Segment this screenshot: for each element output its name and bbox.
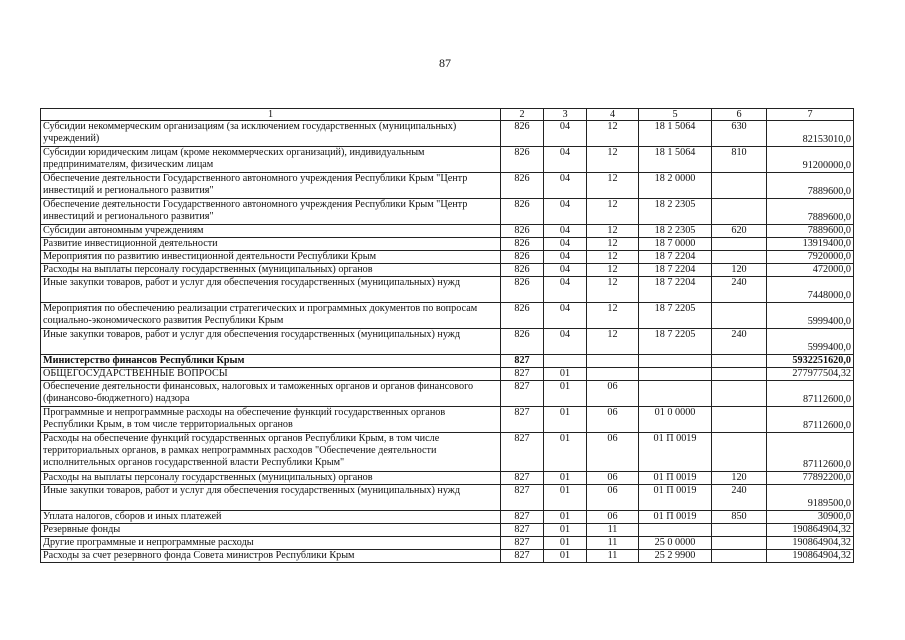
- header-cell: 4: [587, 109, 639, 121]
- amount-cell: 7920000,0: [767, 251, 854, 264]
- code-cell-3: 01: [544, 511, 587, 524]
- table-row: [41, 355, 854, 368]
- code-cell-6: [712, 368, 767, 381]
- code-cell-2: 826: [501, 199, 544, 225]
- header-cell: 1: [41, 109, 501, 121]
- amount-cell: 77892200,0: [767, 472, 854, 485]
- code-cell-5: 01 П 0019: [639, 472, 712, 485]
- code-cell-5: 18 7 2204: [639, 251, 712, 264]
- table-row: [41, 368, 854, 381]
- code-cell-2: 826: [501, 264, 544, 277]
- code-cell-4: 06: [587, 407, 639, 433]
- code-cell-4: 11: [587, 550, 639, 563]
- code-cell-5: [639, 381, 712, 407]
- code-cell-3: 04: [544, 277, 587, 303]
- code-cell-5: 18 1 5064: [639, 147, 712, 173]
- code-cell-2: 827: [501, 485, 544, 511]
- code-cell-4: 12: [587, 277, 639, 303]
- amount-cell: 190864904,32: [767, 537, 854, 550]
- code-cell-5: 25 2 9900: [639, 550, 712, 563]
- code-cell-2: 826: [501, 329, 544, 355]
- amount-cell: 9189500,0: [767, 485, 854, 511]
- code-cell-2: 827: [501, 433, 544, 472]
- row-name-cell: Резервные фонды: [41, 524, 501, 537]
- table-row: [41, 472, 854, 485]
- row-name-cell: Иные закупки товаров, работ и услуг для обеспечения государственных (муниципальных) нужд: [41, 485, 501, 511]
- code-cell-5: 18 2 0000: [639, 173, 712, 199]
- code-cell-5: 01 П 0019: [639, 511, 712, 524]
- code-cell-4: 12: [587, 303, 639, 329]
- table-row: [41, 407, 854, 433]
- amount-cell: 7448000,0: [767, 277, 854, 303]
- code-cell-3: 01: [544, 368, 587, 381]
- row-name-cell: Субсидии юридическим лицам (кроме некоммерческих организаций), индивидуальным предпринимателям, физическим лицам: [41, 147, 501, 173]
- code-cell-5: 18 7 2204: [639, 277, 712, 303]
- code-cell-4: 11: [587, 537, 639, 550]
- code-cell-6: [712, 524, 767, 537]
- code-cell-3: 04: [544, 147, 587, 173]
- table-row: [41, 303, 854, 329]
- table-row: [41, 550, 854, 563]
- code-cell-6: 620: [712, 225, 767, 238]
- code-cell-4: 12: [587, 251, 639, 264]
- row-name-cell: Уплата налогов, сборов и иных платежей: [41, 511, 501, 524]
- code-cell-2: 827: [501, 368, 544, 381]
- code-cell-4: 11: [587, 524, 639, 537]
- table-row: [41, 173, 854, 199]
- code-cell-5: [639, 524, 712, 537]
- table-row: [41, 524, 854, 537]
- code-cell-2: 827: [501, 407, 544, 433]
- amount-cell: 82153010,0: [767, 121, 854, 147]
- code-cell-6: 240: [712, 329, 767, 355]
- table-row: [41, 264, 854, 277]
- row-name-cell: Расходы на выплаты персоналу государственных (муниципальных) органов: [41, 264, 501, 277]
- code-cell-2: 827: [501, 381, 544, 407]
- table-row: [41, 511, 854, 524]
- code-cell-5: 25 0 0000: [639, 537, 712, 550]
- amount-cell: 5932251620,0: [767, 355, 854, 368]
- table-row: [41, 147, 854, 173]
- header-cell: 3: [544, 109, 587, 121]
- code-cell-2: 827: [501, 472, 544, 485]
- table-row: [41, 238, 854, 251]
- code-cell-6: [712, 199, 767, 225]
- code-cell-6: 850: [712, 511, 767, 524]
- amount-cell: 7889600,0: [767, 199, 854, 225]
- code-cell-3: 04: [544, 264, 587, 277]
- code-cell-2: 827: [501, 524, 544, 537]
- amount-cell: 5999400,0: [767, 329, 854, 355]
- code-cell-3: 04: [544, 303, 587, 329]
- code-cell-6: [712, 251, 767, 264]
- code-cell-3: 01: [544, 433, 587, 472]
- row-name-cell: Расходы за счет резервного фонда Совета министров Республики Крым: [41, 550, 501, 563]
- code-cell-2: 826: [501, 277, 544, 303]
- row-name-cell: Мероприятия по обеспечению реализации стратегических и программных документов по вопросам социально-экономического развития Республики Крым: [41, 303, 501, 329]
- amount-cell: 30900,0: [767, 511, 854, 524]
- table-row: [41, 485, 854, 511]
- code-cell-3: 01: [544, 524, 587, 537]
- code-cell-5: 18 7 2204: [639, 264, 712, 277]
- code-cell-3: 01: [544, 381, 587, 407]
- header-cell: 7: [767, 109, 854, 121]
- table-row: [41, 329, 854, 355]
- code-cell-3: 01: [544, 550, 587, 563]
- table-row: [41, 433, 854, 472]
- page-number: 87: [439, 56, 451, 70]
- code-cell-3: 04: [544, 251, 587, 264]
- code-cell-5: 01 0 0000: [639, 407, 712, 433]
- header-cell: 5: [639, 109, 712, 121]
- row-name-cell: Обеспечение деятельности финансовых, налоговых и таможенных органов и органов финансового (финансово-бюджетного) надзора: [41, 381, 501, 407]
- code-cell-3: 04: [544, 173, 587, 199]
- table-row: [41, 121, 854, 147]
- code-cell-2: 827: [501, 511, 544, 524]
- amount-cell: 87112600,0: [767, 433, 854, 472]
- code-cell-5: 01 П 0019: [639, 433, 712, 472]
- code-cell-3: 01: [544, 485, 587, 511]
- amount-cell: 277977504,32: [767, 368, 854, 381]
- table-row: [41, 537, 854, 550]
- code-cell-4: 06: [587, 472, 639, 485]
- code-cell-3: 04: [544, 329, 587, 355]
- amount-cell: 91200000,0: [767, 147, 854, 173]
- code-cell-2: 826: [501, 121, 544, 147]
- table-row: [41, 199, 854, 225]
- code-cell-3: 01: [544, 472, 587, 485]
- amount-cell: 472000,0: [767, 264, 854, 277]
- code-cell-3: 04: [544, 121, 587, 147]
- row-name-cell: Субсидии автономным учреждениям: [41, 225, 501, 238]
- table-row: [41, 381, 854, 407]
- code-cell-3: [544, 355, 587, 368]
- code-cell-2: 826: [501, 173, 544, 199]
- code-cell-5: 18 1 5064: [639, 121, 712, 147]
- code-cell-5: 18 7 2205: [639, 303, 712, 329]
- row-name-cell: Другие программные и непрограммные расходы: [41, 537, 501, 550]
- code-cell-3: 01: [544, 407, 587, 433]
- code-cell-5: 18 2 2305: [639, 199, 712, 225]
- code-cell-4: 12: [587, 121, 639, 147]
- code-cell-6: [712, 550, 767, 563]
- code-cell-6: 810: [712, 147, 767, 173]
- code-cell-2: 826: [501, 251, 544, 264]
- row-name-cell: Иные закупки товаров, работ и услуг для обеспечения государственных (муниципальных) нужд: [41, 277, 501, 303]
- code-cell-5: 01 П 0019: [639, 485, 712, 511]
- amount-cell: 87112600,0: [767, 381, 854, 407]
- amount-cell: 13919400,0: [767, 238, 854, 251]
- code-cell-6: 630: [712, 121, 767, 147]
- code-cell-4: 06: [587, 485, 639, 511]
- amount-cell: 7889600,0: [767, 225, 854, 238]
- code-cell-6: 240: [712, 485, 767, 511]
- row-name-cell: ОБЩЕГОСУДАРСТВЕННЫЕ ВОПРОСЫ: [41, 368, 501, 381]
- code-cell-4: 06: [587, 381, 639, 407]
- code-cell-2: 827: [501, 355, 544, 368]
- code-cell-3: 01: [544, 537, 587, 550]
- code-cell-4: 12: [587, 199, 639, 225]
- code-cell-2: 827: [501, 537, 544, 550]
- code-cell-4: 12: [587, 225, 639, 238]
- row-name-cell: Развитие инвестиционной деятельности: [41, 238, 501, 251]
- code-cell-6: [712, 407, 767, 433]
- code-cell-2: 827: [501, 550, 544, 563]
- code-cell-4: 12: [587, 173, 639, 199]
- amount-cell: 7889600,0: [767, 173, 854, 199]
- code-cell-6: [712, 381, 767, 407]
- row-name-cell: Мероприятия по развитию инвестиционной деятельности Республики Крым: [41, 251, 501, 264]
- code-cell-3: 04: [544, 225, 587, 238]
- row-name-cell: Обеспечение деятельности Государственного автономного учреждения Республики Крым "Центр инвестиций и регионального развития": [41, 173, 501, 199]
- code-cell-2: 826: [501, 303, 544, 329]
- amount-cell: 5999400,0: [767, 303, 854, 329]
- code-cell-5: 18 7 0000: [639, 238, 712, 251]
- code-cell-2: 826: [501, 225, 544, 238]
- table-row: [41, 277, 854, 303]
- code-cell-3: 04: [544, 238, 587, 251]
- code-cell-5: [639, 368, 712, 381]
- code-cell-5: 18 7 2205: [639, 329, 712, 355]
- code-cell-4: 12: [587, 329, 639, 355]
- budget-table: [40, 108, 854, 563]
- code-cell-4: 12: [587, 238, 639, 251]
- row-name-cell: Расходы на выплаты персоналу государственных (муниципальных) органов: [41, 472, 501, 485]
- amount-cell: 190864904,32: [767, 550, 854, 563]
- table-header-row: [41, 109, 854, 121]
- row-name-cell: Субсидии некоммерческим организациям (за исключением государственных (муниципальных) учреждений): [41, 121, 501, 147]
- code-cell-6: [712, 355, 767, 368]
- code-cell-6: [712, 238, 767, 251]
- code-cell-4: 06: [587, 433, 639, 472]
- header-cell: 2: [501, 109, 544, 121]
- code-cell-6: [712, 433, 767, 472]
- code-cell-4: 12: [587, 147, 639, 173]
- header-cell: 6: [712, 109, 767, 121]
- code-cell-4: 12: [587, 264, 639, 277]
- code-cell-5: [639, 355, 712, 368]
- row-name-cell: Министерство финансов Республики Крым: [41, 355, 501, 368]
- code-cell-2: 826: [501, 147, 544, 173]
- row-name-cell: Расходы на обеспечение функций государственных органов Республики Крым, в том числе территориальных органов, в рамках непрограммных расходов "Обеспечение деятельности исполнительных органов государственной власти Республики Крым": [41, 433, 501, 472]
- code-cell-6: 120: [712, 472, 767, 485]
- amount-cell: 87112600,0: [767, 407, 854, 433]
- code-cell-5: 18 2 2305: [639, 225, 712, 238]
- code-cell-3: 04: [544, 199, 587, 225]
- table-row: [41, 251, 854, 264]
- code-cell-2: 826: [501, 238, 544, 251]
- code-cell-6: [712, 173, 767, 199]
- table-row: [41, 225, 854, 238]
- row-name-cell: Программные и непрограммные расходы на обеспечение функций государственных органов Республики Крым, в том числе территориальных органов: [41, 407, 501, 433]
- code-cell-6: [712, 303, 767, 329]
- code-cell-6: [712, 537, 767, 550]
- code-cell-4: [587, 355, 639, 368]
- code-cell-6: 240: [712, 277, 767, 303]
- row-name-cell: Иные закупки товаров, работ и услуг для обеспечения государственных (муниципальных) нужд: [41, 329, 501, 355]
- amount-cell: 190864904,32: [767, 524, 854, 537]
- code-cell-4: 06: [587, 511, 639, 524]
- row-name-cell: Обеспечение деятельности Государственного автономного учреждения Республики Крым "Центр инвестиций и регионального развития": [41, 199, 501, 225]
- code-cell-4: [587, 368, 639, 381]
- code-cell-6: 120: [712, 264, 767, 277]
